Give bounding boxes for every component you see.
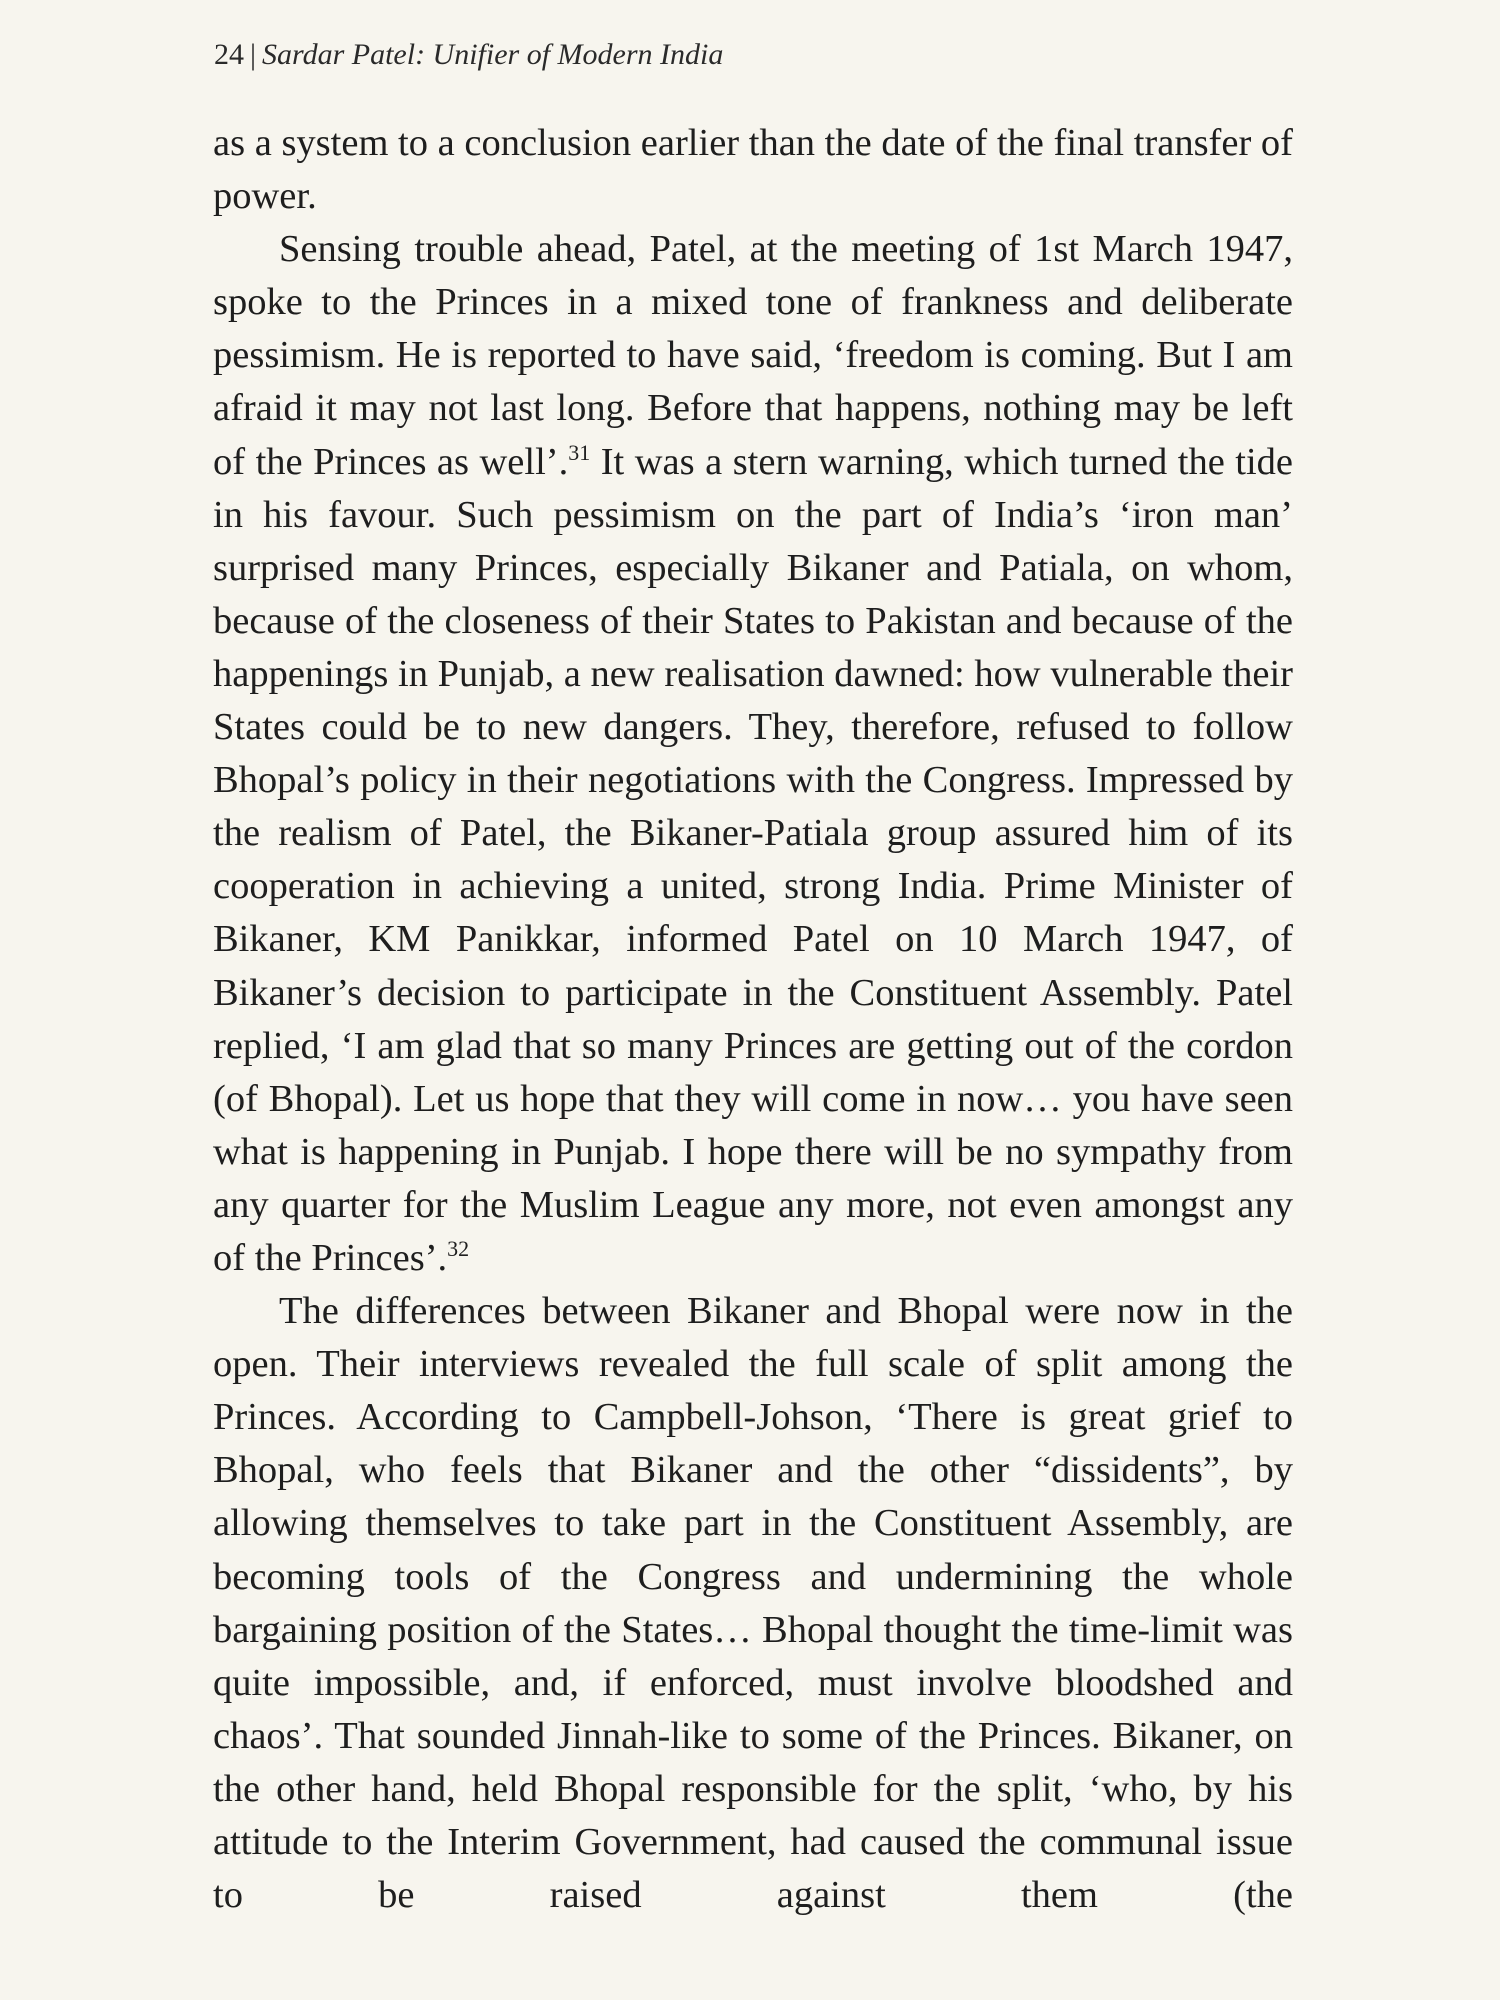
paragraph-continuation: as a system to a conclusion earlier than the date of the final transfer of power. — [213, 122, 1293, 218]
paragraph-text: Sensing trouble ahead, Patel, at the meeting of 1st March 1947, spoke to the Princes in a mixed tone of frankness and deliberate pessimism. He is reported to have said, ‘freedom is coming. But I am afraid it may not last long. Before that happens, nothing may be left of the Princes as well’. — [213, 228, 1293, 483]
running-header — [214, 38, 723, 72]
book-title: Sardar Patel: Unifier of Modern India — [262, 38, 724, 71]
body-text — [213, 117, 1293, 1922]
footnote-ref-32: 32 — [447, 1236, 470, 1262]
paragraph-bikaner-bhopal: The differences between Bikaner and Bhopal were now in the open. Their interviews revealed the full scale of split among the Princes. According to Campbell-Johson, ‘There is great grief to Bhopal, who feels that Bikaner and the other “dissidents”, by allowing themselves to take part in the Constituent Assembly, are becoming tools of the Congress and undermining the whole bargaining position of the States… Bhopal thought the time-limit was quite impossible, and, if enforced, must involve bloodshed and chaos’. That sounded Jinnah-like to some of the Princes. Bikaner, on the other hand, held Bhopal responsible for the split, ‘who, by his attitude to the Interim Government, had caused the communal issue to be raised against them (the — [213, 1290, 1293, 1917]
paragraph-patel-warning — [213, 223, 1293, 1285]
footnote-ref-31: 31 — [568, 439, 591, 465]
paragraph-text: It was a stern warning, which turned the tide in his favour. Such pessimism on the part of India’s ‘iron man’ surprised many Princes, especially Bikaner and Patiala, on whom, because of the closeness of their States to Pakistan and because of the happenings in Punjab, a new realisation dawned: how vulnerable their States could be to new dangers. They, therefore, refused to follow Bhopal’s policy in their negotiations with the Congress. Impressed by the realism of Patel, the Bikaner-Patiala group assured him of its cooperation in achieving a united, strong India. Prime Minister of Bikaner, KM Panikkar, informed Patel on 10 March 1947, of Bikaner’s decision to participate in the Constituent Assembly. Patel replied, ‘I am glad that so many Princes are getting out of the cordon (of Bhopal). Let us hope that they will come in now… you have seen what is happening in Punjab. I hope there will be no sympathy from any quarter for the Muslim League any more, not even amongst any of the Princes’. — [213, 440, 1294, 1279]
header-separator: | — [250, 38, 257, 71]
page-number: 24 — [214, 38, 244, 71]
